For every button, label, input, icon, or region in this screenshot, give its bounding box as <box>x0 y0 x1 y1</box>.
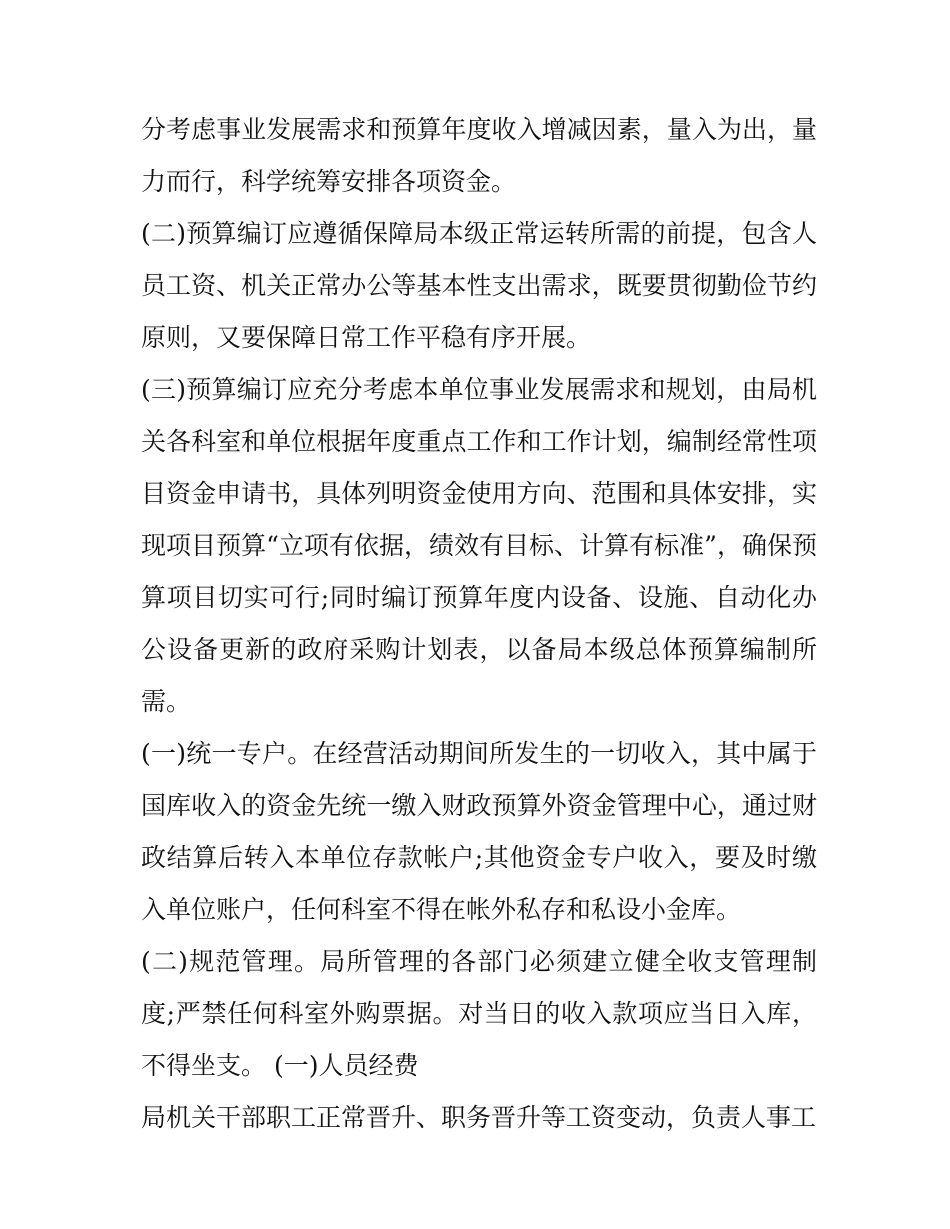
paragraph-personnel-funds: 局机关干部职工正常晋升、职务晋升等工资变动，负责人事工 <box>141 1103 817 1132</box>
paragraph-income-unified-account: (一)统一专户。在经营活动期间所发生的一切收入，其中属于国库收入的资金先统一缴入财政预算外资金管理中心，通过财政结算后转入本单位存款帐户;其他资金专户收入，要及时缴入单位账户，任何科室不得在帐外私存和私设小金库。 <box>141 739 817 924</box>
document-body <box>141 104 817 1144</box>
paragraph-budget-item-2: (二)预算编订应遵循保障局本级正常运转所需的前提，包含人员工资、机关正常办公等基本性支出需求，既要贯彻勤俭节约原则，又要保障日常工作平稳有序开展。 <box>141 219 817 352</box>
paragraph-budget-item-3: (三)预算编订应充分考虑本单位事业发展需求和规划，由局机关各科室和单位根据年度重点工作和工作计划，编制经常性项目资金申请书，具体列明资金使用方向、范围和具体安排，实现项目预算“立项有依据，绩效有目标、计算有标准”，确保预算项目切实可行;同时编订预算年度内设备、设施、自动化办公设备更新的政府采购计划表，以备局本级总体预算编制所需。 <box>141 375 817 716</box>
paragraph-budget-principle-continued: 分考虑事业发展需求和预算年度收入增减因素，量入为出，量力而行，科学统筹安排各项资金。 <box>141 115 817 196</box>
paragraph-income-standard-management: (二)规范管理。局所管理的各部门必须建立健全收支管理制度;严禁任何科室外购票据。对当日的收入款项应当日入库，不得坐支。 (一)人员经费 <box>141 947 817 1080</box>
